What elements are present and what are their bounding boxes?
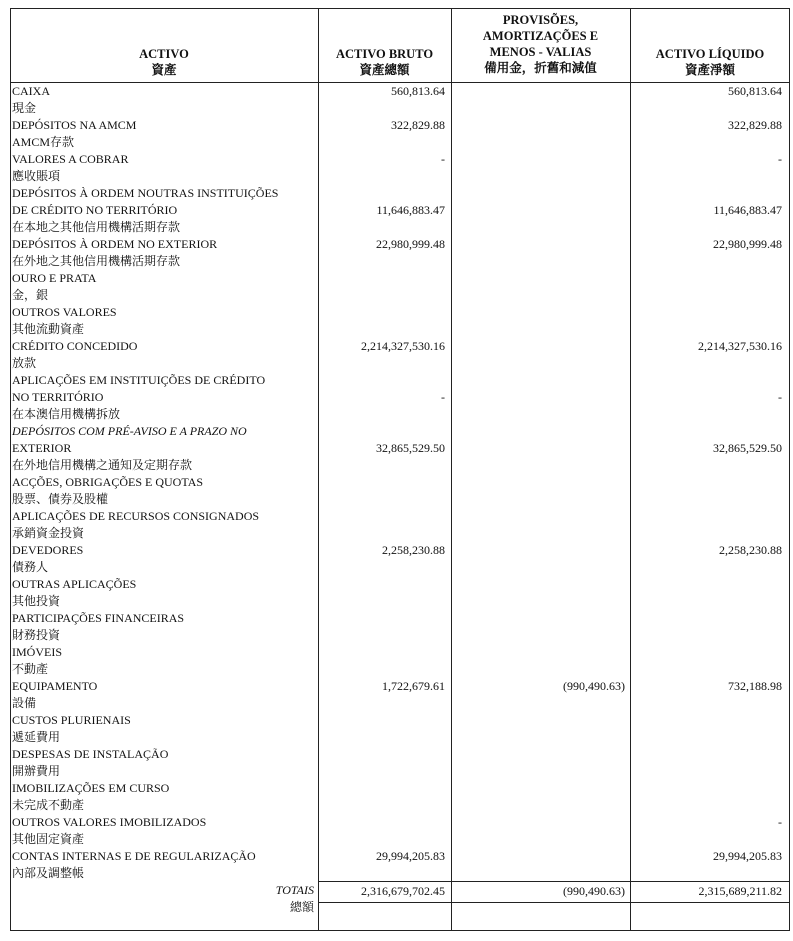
row-activo-bruto: 1,722,679.61 [382, 679, 445, 693]
row-activo-liquido: - [778, 152, 782, 166]
row-activo-liquido: 32,865,529.50 [713, 441, 782, 455]
row-label: 在外地信用機構之通知及定期存款 [12, 458, 193, 472]
row-label: 應收賬項 [12, 169, 61, 183]
totals-label: TOTAIS 總額 [275, 883, 314, 914]
row-activo-bruto: 11,646,883.47 [376, 203, 445, 217]
row-label: 財務投資 [12, 628, 61, 642]
row-label: VALORES A COBRAR [12, 152, 129, 166]
total-bruto: 2,316,679,702.45 [361, 884, 445, 898]
row-label: 承銷資金投資 [12, 526, 85, 540]
row-activo-liquido: 2,214,327,530.16 [698, 339, 782, 353]
row-activo-bruto: 2,258,230.88 [382, 543, 445, 557]
row-label: DE CRÉDITO NO TERRITÓRIO [12, 203, 178, 217]
row-label: EQUIPAMENTO [12, 679, 98, 693]
row-label: DEPÓSITOS À ORDEM NO EXTERIOR [12, 237, 218, 251]
column-divider [451, 8, 452, 931]
row-label: DEPÓSITOS COM PRÉ-AVISO E A PRAZO NO [12, 424, 247, 438]
row-activo-bruto: - [441, 152, 445, 166]
row-label: DEPÓSITOS À ORDEM NOUTRAS INSTITUIÇÕES [12, 186, 279, 200]
row-activo-liquido: 322,829.88 [728, 118, 782, 132]
balance-sheet [10, 8, 791, 932]
row-label: NO TERRITÓRIO [12, 390, 104, 404]
row-label: CRÉDITO CONCEDIDO [12, 339, 138, 353]
total-provisoes: (990,490.63) [563, 884, 625, 898]
row-activo-liquido: 2,258,230.88 [719, 543, 782, 557]
row-label: DEVEDORES [12, 543, 84, 557]
row-label: 金，銀 [12, 288, 49, 302]
header-activo: ACTIVO 資產 [139, 47, 189, 77]
header-provisoes: PROVISÕES, AMORTIZAÇÕES E MENOS - VALIAS 備用金，折舊和減值 [482, 13, 599, 75]
row-label: 開辦費用 [12, 764, 61, 778]
row-activo-liquido: - [778, 390, 782, 404]
row-label: OUTRAS APLICAÇÕES [12, 577, 137, 591]
total-liquido: 2,315,689,211.82 [698, 884, 782, 898]
row-label: 其他固定資產 [12, 832, 85, 846]
row-label: 其他投資 [12, 594, 61, 608]
row-label: EXTERIOR [12, 441, 72, 455]
row-provisoes: (990,490.63) [563, 679, 625, 693]
row-label: 設備 [12, 696, 37, 710]
row-label: OUTROS VALORES IMOBILIZADOS [12, 815, 207, 829]
row-label: ACÇÕES, OBRIGAÇÕES E QUOTAS [12, 475, 204, 489]
row-label: CONTAS INTERNAS E DE REGULARIZAÇÃO [12, 849, 256, 863]
row-activo-liquido: 11,646,883.47 [713, 203, 782, 217]
row-label: CUSTOS PLURIENAIS [12, 713, 131, 727]
row-label: IMÓVEIS [12, 645, 62, 659]
row-label: OUTROS VALORES [12, 305, 117, 319]
row-label: 其他流動資產 [12, 322, 85, 336]
column-divider [630, 8, 631, 931]
row-activo-liquido: 560,813.64 [728, 84, 782, 98]
row-label: 股票、債券及股權 [12, 492, 109, 506]
row-activo-liquido: 29,994,205.83 [713, 849, 782, 863]
column-divider [318, 8, 319, 931]
row-label: APLICAÇÕES DE RECURSOS CONSIGNADOS [12, 509, 260, 523]
row-activo-bruto: 32,865,529.50 [376, 441, 445, 455]
row-label: APLICAÇÕES EM INSTITUIÇÕES DE CRÉDITO [12, 373, 266, 387]
row-activo-bruto: 322,829.88 [391, 118, 445, 132]
row-label: PARTICIPAÇÕES FINANCEIRAS [12, 611, 185, 625]
row-label: DEPÓSITOS NA AMCM [12, 118, 137, 132]
header-activo-bruto: ACTIVO BRUTO 資產總額 [335, 47, 434, 77]
row-activo-bruto: - [441, 390, 445, 404]
row-label: 在外地之其他信用機構活期存款 [12, 254, 181, 268]
row-label: 在本地之其他信用機構活期存款 [12, 220, 181, 234]
row-activo-liquido: 732,188.98 [728, 679, 782, 693]
row-label: IMOBILIZAÇÕES EM CURSO [12, 781, 170, 795]
row-label: 內部及調整帳 [12, 866, 85, 880]
row-activo-bruto: 22,980,999.48 [376, 237, 445, 251]
row-activo-liquido: - [778, 815, 782, 829]
row-activo-bruto: 560,813.64 [391, 84, 445, 98]
row-activo-liquido: 22,980,999.48 [713, 237, 782, 251]
row-label: AMCM存款 [12, 135, 75, 149]
row-label: DESPESAS DE INSTALAÇÃO [12, 747, 169, 761]
row-label: 遞延費用 [12, 730, 61, 744]
row-label: 不動產 [12, 662, 49, 676]
row-activo-bruto: 2,214,327,530.16 [361, 339, 445, 353]
row-label: 未完成不動產 [12, 798, 85, 812]
header-activo-liquido: ACTIVO LÍQUIDO 資產淨額 [655, 47, 765, 77]
row-label: 在本澳信用機構拆放 [12, 407, 121, 421]
row-label: 現金 [12, 101, 37, 115]
row-activo-bruto: 29,994,205.83 [376, 849, 445, 863]
row-label: CAIXA [12, 84, 50, 98]
row-label: 放款 [12, 356, 37, 370]
row-label: OURO E PRATA [12, 271, 97, 285]
row-label: 債務人 [12, 560, 49, 574]
